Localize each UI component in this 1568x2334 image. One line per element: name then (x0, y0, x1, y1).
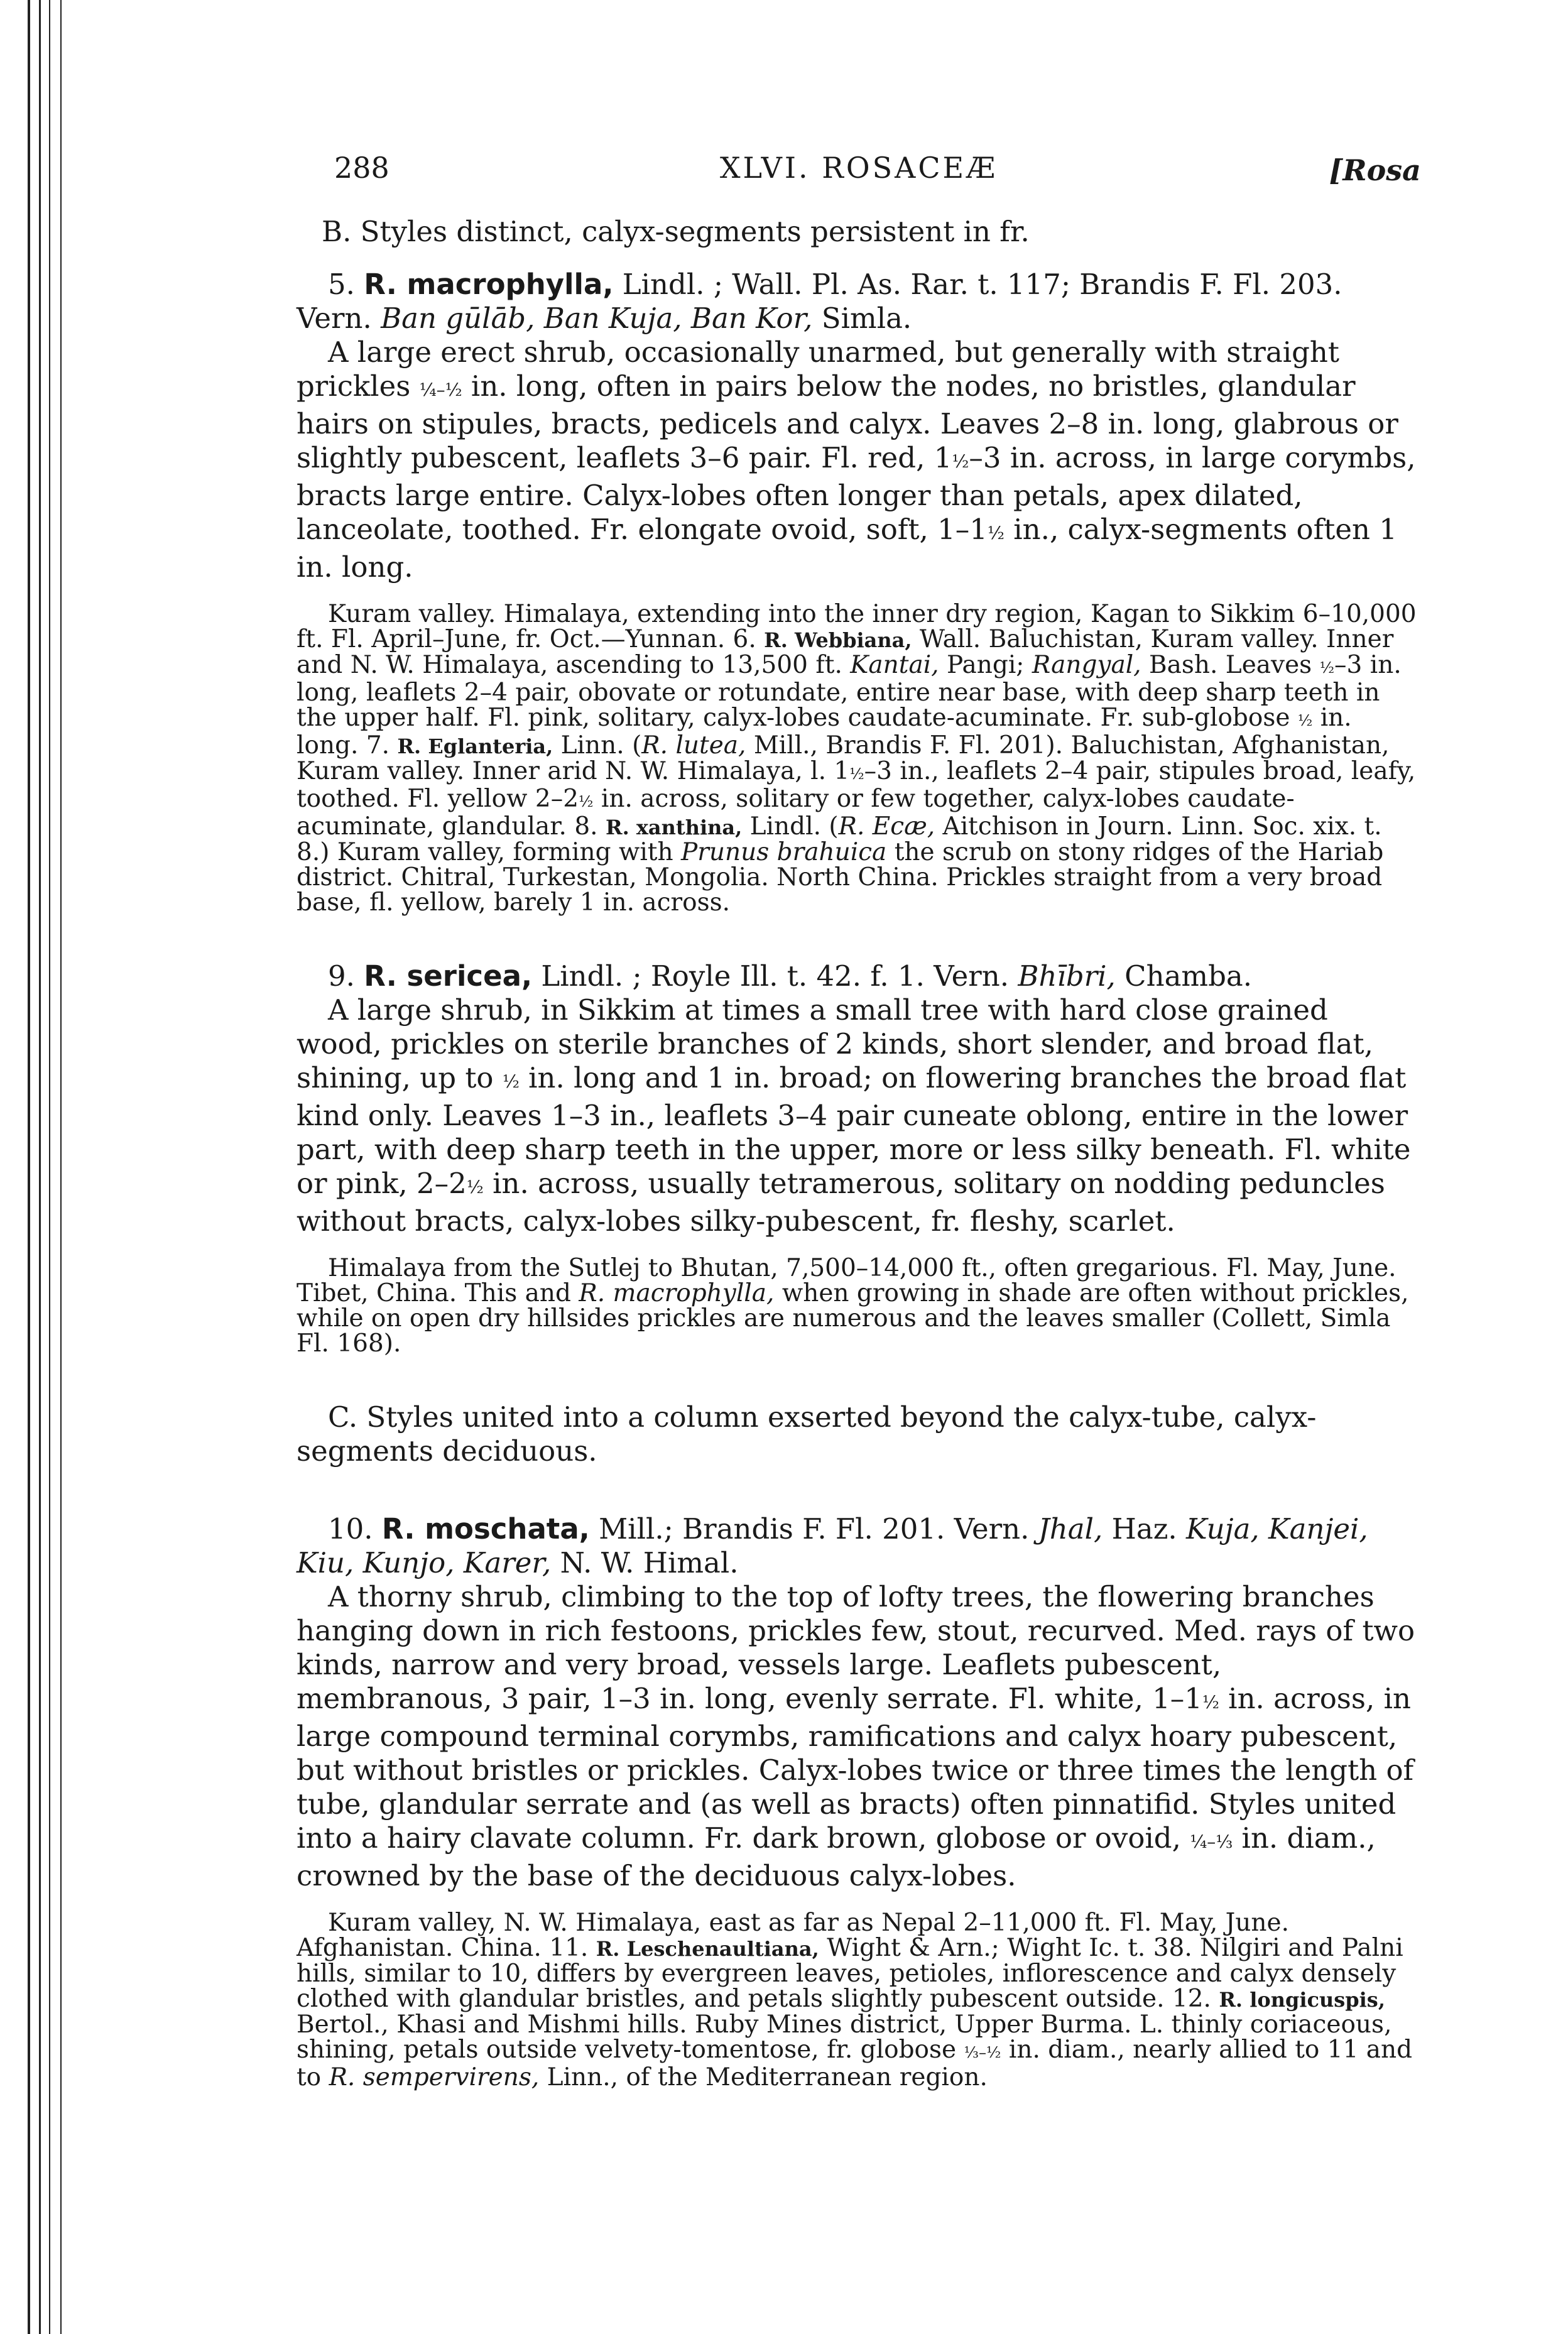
species-9 (297, 959, 1421, 1238)
scan-edge-line (39, 0, 41, 2334)
document-page (297, 151, 1421, 2090)
running-title: XLVI. ROSACEÆ (719, 151, 998, 185)
section-c-heading: C. Styles united into a column exserted beyond the calyx-tube, calyx-segments deciduous. (297, 1400, 1317, 1468)
species-10-distribution: Kuram valley, N. W. Himalaya, east as far as Nepal 2–11,000 ft. Fl. May, June. Afghanistan. China. 11. R. Leschenaultiana, Wight & Arn.; Wight Ic. t. 38. Nilgiri and Palni hills, similar to 10, differs by evergreen leaves, petioles, inflorescence and calyx densely clothed with glandular bristles, and petals slightly pubescent outside. 12. R. longicuspis, Bertol., Khasi and Mishmi hills. Ruby Mines district, Upper Burma. L. thinly coriaceous, shining, petals outside velvety-tomentose, fr. globose ⅓–½ in. diam., nearly allied to 11 and to R. sempervirens, Linn., of the Mediterranean region. (297, 1909, 1413, 2091)
species-name: R. moschata, (381, 1512, 590, 1546)
species-9-distribution: Himalaya from the Sutlej to Bhutan, 7,500–14,000 ft., often gregarious. Fl. May, June. Tibet, China. This and R. macrophylla, when growing in shade are often without prickles, while on open dry hillsides prickles are numerous and the leaves smaller (Collett, Simla Fl. 168). (297, 1254, 1409, 1358)
species-5 (297, 268, 1421, 584)
species-name: R. sericea, (364, 959, 533, 993)
species-10 (297, 1512, 1421, 1893)
genus-marker: [Rosa (1329, 153, 1421, 187)
page-number: 288 (334, 151, 389, 185)
species-5-heading: 5. R. macrophylla, Lindl. ; Wall. Pl. As. Rar. t. 117; Brandis F. Fl. 203. Vern. Ban gūlāb, Ban Kuja, Ban Kor, Simla. (297, 268, 1342, 335)
section-b-heading: B. Styles distinct, calyx-segments persistent in fr. (322, 215, 1030, 248)
scan-edge-line (60, 0, 62, 2334)
species-10-description: A thorny shrub, climbing to the top of lofty trees, the flowering branches hanging down in rich festoons, prickles few, stout, recurved. Med. rays of two kinds, narrow and very broad, vessels large. Leaflets pubescent, membranous, 3 pair, 1–3 in. long, evenly serrate. Fl. white, 1–1½ in. across, in large compound terminal corymbs, ramifications and calyx hoary pubescent, but without bristles or prickles. Calyx-lobes twice or three times the length of tube, glandular serrate and (as well as bracts) often pinnatifid. Styles united into a hairy clavate column. Fr. dark brown, globose or ovoid, ¼–⅓ in. diam., crowned by the base of the deciduous calyx-lobes. (297, 1580, 1415, 1892)
species-5-distribution: Kuram valley. Himalaya, extending into the inner dry region, Kagan to Sikkim 6–10,000 ft. Fl. April–June, fr. Oct.—Yunnan. 6. R. Webbiana, Wall. Baluchistan, Kuram valley. Inner and N. W. Himalaya, ascending to 13,500 ft. Kantai, Pangi; Rangyal, Bash. Leaves ½–3 in. long, leaflets 2–4 pair, obovate or rotundate, entire near base, with deep sharp teeth in the upper half. Fl. pink, solitary, calyx-lobes caudate-acuminate. Fr. sub-globose ½ in. long. 7. R. Eglanteria, Linn. (R. lutea, Mill., Brandis F. Fl. 201). Baluchistan, Afghanistan, Kuram valley. Inner arid N. W. Himalaya, l. 1½–3 in., leaflets 2–4 pair, stipules broad, leafy, toothed. Fl. yellow 2–2½ in. across, solitary or few together, calyx-lobes caudate-acuminate, glandular. 8. R. xanthina, Lindl. (R. Ecæ, Aitchison in Journ. Linn. Soc. xix. t. 8.) Kuram valley, forming with Prunus brahuica the scrub on stony ridges of the Hariab district. Chitral, Turkestan, Mongolia. North China. Prickles straight from a very broad base, fl. yellow, barely 1 in. across. (297, 600, 1417, 917)
species-5-description: A large erect shrub, occasionally unarmed, but generally with straight prickles ¼–½ in. long, often in pairs below the nodes, no bristles, glandular hairs on stipules, bracts, pedicels and calyx. Leaves 2–8 in. long, glabrous or slightly pubescent, leaflets 3–6 pair. Fl. red, 1½–3 in. across, in large corymbs, bracts large entire. Calyx-lobes often longer than petals, apex dilated, lanceolate, toothed. Fr. elongate ovoid, soft, 1–1½ in., calyx-segments often 1 in. long. (297, 335, 1416, 584)
species-9-description: A large shrub, in Sikkim at times a small tree with hard close grained wood, prickles on sterile branches of 2 kinds, short slender, and broad flat, shining, up to ½ in. long and 1 in. broad; on flowering branches the broad flat kind only. Leaves 1–3 in., leaflets 3–4 pair cuneate oblong, entire in the lower part, with deep sharp teeth in the upper, more or less silky beneath. Fl. white or pink, 2–2½ in. across, usually tetramerous, solitary on nodding peduncles without bracts, calyx-lobes silky-pubescent, fr. fleshy, scarlet. (297, 993, 1411, 1238)
species-9-heading: 9. R. sericea, Lindl. ; Royle Ill. t. 42. f. 1. Vern. Bhībri, Chamba. (328, 959, 1253, 993)
species-name: R. macrophylla, (364, 268, 614, 301)
species-10-heading: 10. R. moschata, Mill.; Brandis F. Fl. 201. Vern. Jhal, Haz. Kuja, Kanjei, Kiu, Kunjo, Karer, N. W. Himal. (297, 1512, 1368, 1579)
running-header (297, 151, 1421, 207)
scan-edge-line (28, 0, 30, 2334)
scan-edge-line (49, 0, 50, 2334)
